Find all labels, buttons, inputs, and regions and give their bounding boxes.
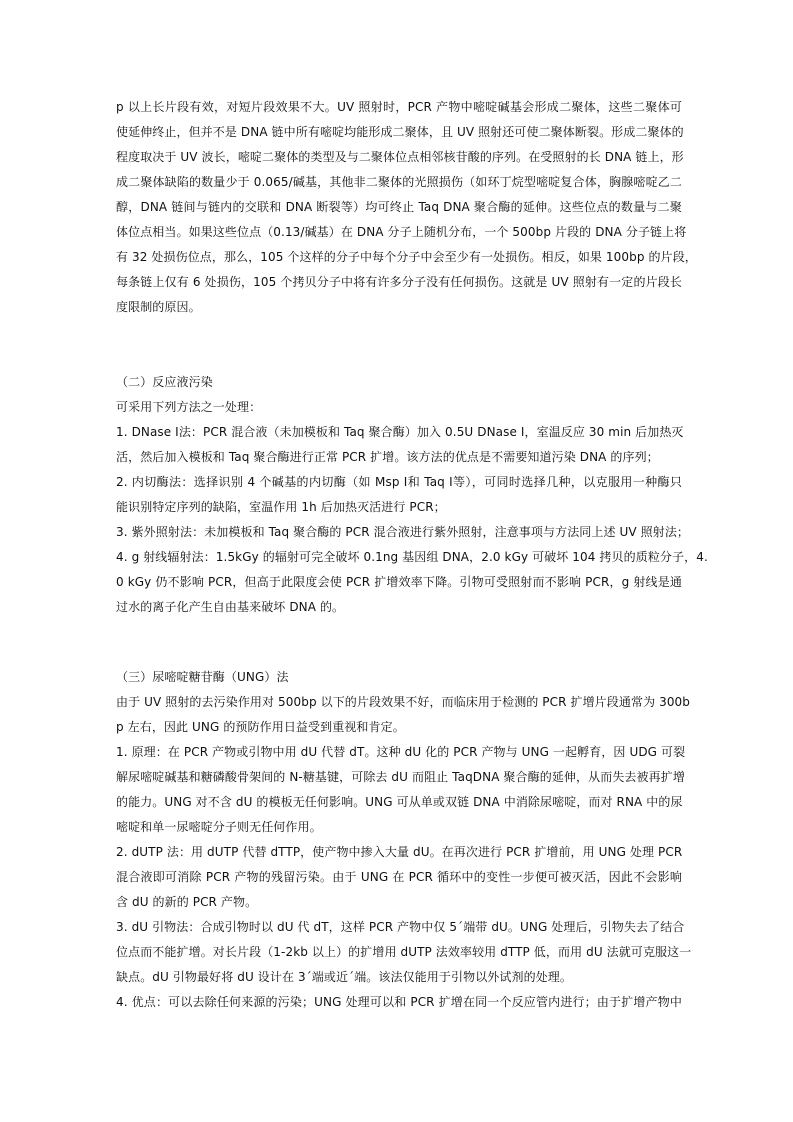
list-item-line: 3. dU 引物法：合成引物时以 dU 代 dT，这样 PCR 产物中仅 5´端带 dU。UNG 处理后，引物失去了结合 — [116, 920, 685, 934]
list-item-line: 活，然后加入模板和 Taq 聚合酶进行正常 PCR 扩增。该方法的优点是不需要知道污染 DNA 的序列； — [116, 450, 659, 464]
list-item-line: 嘧啶和单一尿嘧啶分子则无任何作用。 — [116, 820, 322, 834]
list-item-line: 解尿嘧啶碱基和糖磷酸骨架间的 N-糖基键，可除去 dU 而阻止 TaqDNA 聚合酶的延伸，从而失去被再扩增 — [116, 770, 685, 784]
list-item-line: 混合液即可消除 PCR 产物的残留污染。由于 UNG 在 PCR 循环中的变性一步便可被灭活，因此不会影响 — [116, 870, 682, 884]
list-item-line: 4. g 射线辐射法：1.5kGy 的辐射可完全破坏 0.1ng 基因组 DNA，2.0 kGy 可破坏 104 拷贝的质粒分子，4. — [116, 550, 708, 564]
list-item-line: 2. dUTP 法：用 dUTP 代替 dTTP，使产物中掺入大量 dU。在再次进行 PCR 扩增前，用 UNG 处理 PCR — [116, 845, 683, 859]
text-line: 每条链上仅有 6 处损伤，105 个拷贝分子中将有许多分子没有任何损伤。这就是 UV 照射有一定的片段长 — [116, 275, 682, 289]
text-line: 成二聚体缺陷的数量少于 0.065/碱基，其他非二聚体的光照损伤（如环丁烷型嘧啶复合体，胸腺嘧啶乙二 — [116, 175, 682, 189]
list-item-line: 位点而不能扩增。对长片段（1-2kb 以上）的扩增用 dUTP 法效率较用 dTTP 低，而用 dU 法就可克服这一 — [116, 945, 692, 959]
list-item-line: 2. 内切酶法：选择识别 4 个碱基的内切酶（如 Msp Ⅰ和 Taq Ⅰ等），可同时选择几种，以克服用一种酶只 — [116, 475, 682, 489]
list-item-line: 1. DNase Ⅰ法：PCR 混合液（未加模板和 Taq 聚合酶）加入 0.5U DNase Ⅰ，室温反应 30 min 后加热灭 — [116, 425, 684, 439]
text-line: 由于 UV 照射的去污染作用对 500bp 以下的片段效果不好，而临床用于检测的 PCR 扩增片段通常为 300b — [116, 695, 691, 709]
text-line: 度限制的原因。 — [116, 300, 201, 314]
list-item-line: 3. 紫外照射法：未加模板和 Taq 聚合酶的 PCR 混合液进行紫外照射，注意事项与方法同上述 UV 照射法； — [116, 525, 690, 539]
list-item-line: 能识别特定序列的缺陷，室温作用 1h 后加热灭活进行 PCR； — [116, 500, 446, 514]
text-line: p 左右，因此 UNG 的预防作用日益受到重视和肯定。 — [116, 720, 405, 734]
text-line: p 以上长片段有效，对短片段效果不大。UV 照射时，PCR 产物中嘧啶碱基会形成二聚体，这些二聚体可 — [116, 100, 682, 114]
list-item-line: 缺点。dU 引物最好将 dU 设计在 3´端或近´端。该法仅能用于引物以外试剂的处理。 — [116, 970, 572, 984]
list-item-line: 1. 原理：在 PCR 产物或引物中用 dU 代替 dT。这种 dU 化的 PCR 产物与 UNG 一起孵育，因 UDG 可裂 — [116, 745, 686, 759]
text-line: 程度取决于 UV 波长，嘧啶二聚体的类型及与二聚体位点相邻核苷酸的序列。在受照射的长 DNA 链上，形 — [116, 150, 684, 164]
list-item-line: 含 dU 的新的 PCR 产物。 — [116, 895, 258, 909]
list-item-line: 过水的离子化产生自由基来破坏 DNA 的。 — [116, 600, 345, 614]
section-heading: （二）反应液污染 — [116, 375, 213, 389]
text-line: 有 32 处损伤位点，那么，105 个这样的分子中每个分子中会至少有一处损伤。相反，如果 100bp 的片段， — [116, 250, 697, 264]
list-item-line: 4. 优点：可以去除任何来源的污染；UNG 处理可以和 PCR 扩增在同一个反应管内进行；由于扩增产物中 — [116, 995, 682, 1009]
text-line: 可采用下列方法之一处理： — [116, 400, 262, 414]
list-item-line: 0 kGy 仍不影响 PCR，但高于此限度会使 PCR 扩增效率下降。引物可受照射而不影响 PCR，g 射线是通 — [116, 575, 682, 589]
text-line: 体位点相当。如果这些位点（0.13/碱基）在 DNA 分子上随机分布，一个 500bp 片段的 DNA 分子链上将 — [116, 225, 687, 239]
section-heading: （三）尿嘧啶糖苷酶（UNG）法 — [116, 670, 289, 684]
list-item-line: 的能力。UNG 对不含 dU 的模板无任何影响。UNG 可从单或双链 DNA 中消除尿嘧啶，而对 RNA 中的尿 — [116, 795, 683, 809]
text-line: 醇，DNA 链间与链内的交联和 DNA 断裂等）均可终止 Taq DNA 聚合酶的延伸。这些位点的数量与二聚 — [116, 200, 682, 214]
text-line: 使延伸终止，但并不是 DNA 链中所有嘧啶均能形成二聚体，且 UV 照射还可使二聚体断裂。形成二聚体的 — [116, 125, 684, 139]
